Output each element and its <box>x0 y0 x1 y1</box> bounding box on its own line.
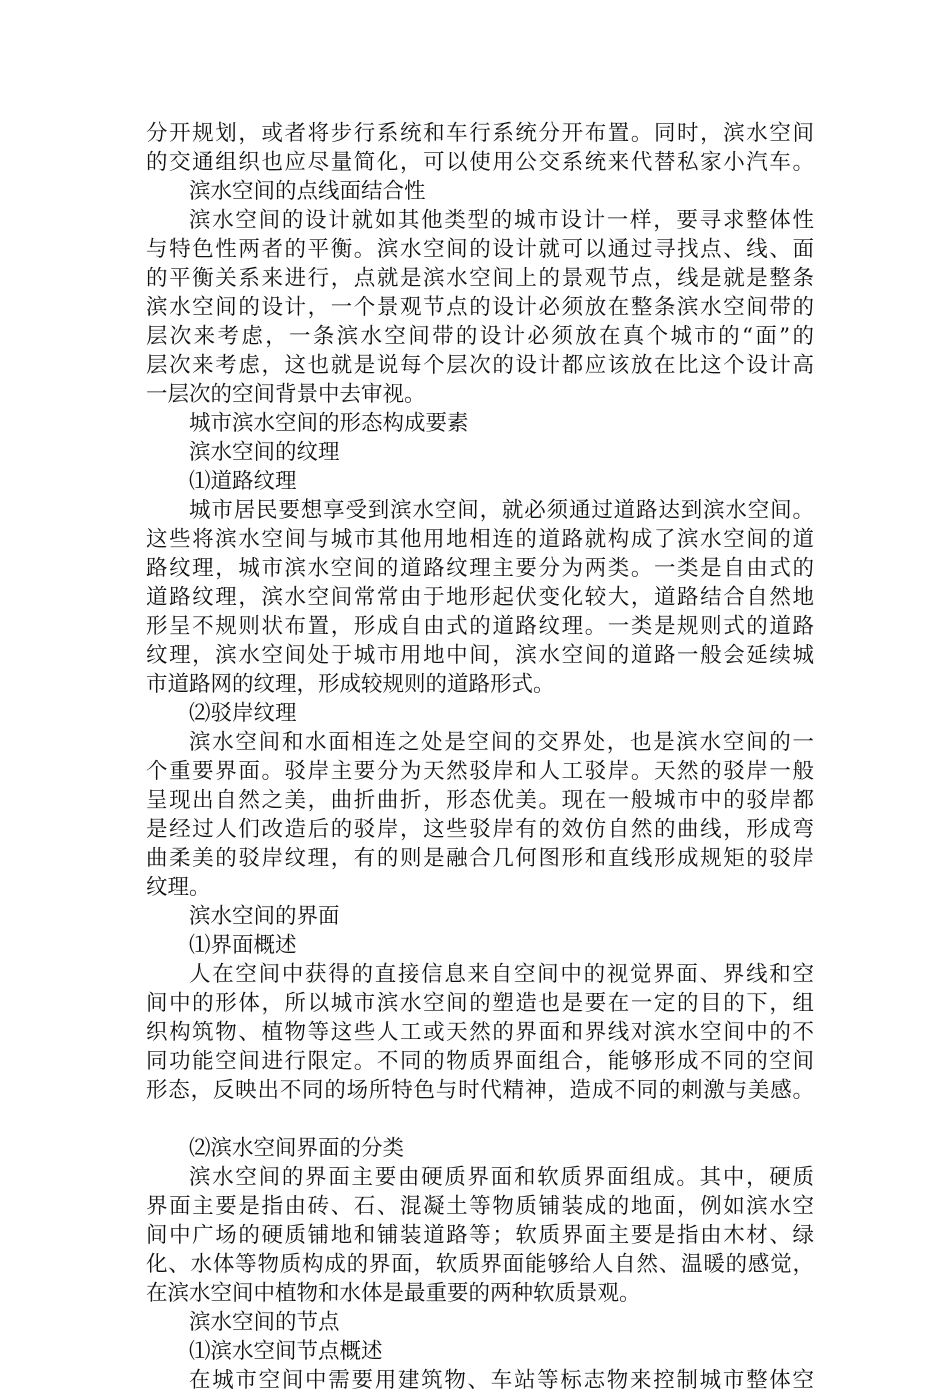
body-line: 分开规划，或者将步行系统和车行系统分开布置。同时，滨水空间 <box>146 121 814 146</box>
paragraph-gap <box>146 1105 814 1134</box>
section-heading: 滨水空间的节点 <box>189 1310 340 1335</box>
body-line: 呈现出自然之美，曲折曲折，形态优美。现在一般城市中的驳岸都 <box>146 788 814 813</box>
body-line: 间中的形体，所以城市滨水空间的塑造也是要在一定的目的下，组 <box>146 991 814 1016</box>
section-heading: 城市滨水空间的形态构成要素 <box>189 411 469 436</box>
section-heading: 滨水空间的界面 <box>189 904 340 929</box>
body-line: 滨水空间和水面相连之处是空间的交界处，也是滨水空间的一 <box>189 730 814 755</box>
subsection-heading: ⑵驳岸纹理 <box>189 701 297 726</box>
subsection-heading: ⑴滨水空间节点概述 <box>189 1339 383 1364</box>
body-line: 形呈不规则状布置，形成自由式的道路纹理。一类是规则式的道路 <box>146 614 814 639</box>
body-line: 层次来考虑，一条滨水空间带的设计必须放在真个城市的“面”的 <box>146 324 814 349</box>
body-line: 滨水空间的设计，一个景观节点的设计必须放在整条滨水空间带的 <box>146 295 814 320</box>
body-line: 织构筑物、植物等这些人工或天然的界面和界线对滨水空间中的不 <box>146 1020 814 1045</box>
body-line: 形态，反映出不同的场所特色与时代精神，造成不同的刺激与美感。 <box>146 1078 814 1103</box>
document-body <box>146 119 814 1395</box>
body-line: 个重要界面。驳岸主要分为天然驳岸和人工驳岸。天然的驳岸一般 <box>146 759 814 784</box>
subsection-heading: ⑵滨水空间界面的分类 <box>189 1136 405 1161</box>
body-line: 滨水空间的界面主要由硬质界面和软质界面组成。其中，硬质 <box>189 1165 814 1190</box>
body-line: 层次来考虑，这也就是说每个层次的设计都应该放在比这个设计高 <box>146 353 814 378</box>
body-line: 同功能空间进行限定。不同的物质界面组合，能够形成不同的空间 <box>146 1049 814 1074</box>
body-line: 在城市空间中需要用建筑物、车站等标志物来控制城市整体空 <box>189 1368 814 1393</box>
body-line: 城市居民要想享受到滨水空间，就必须通过道路达到滨水空间。 <box>189 498 814 523</box>
body-line: 化、水体等物质构成的界面，软质界面能够给人自然、温暖的感觉， <box>146 1252 814 1277</box>
body-line: 是经过人们改造后的驳岸，这些驳岸有的效仿自然的曲线，形成弯 <box>146 817 814 842</box>
body-line: 的平衡关系来进行，点就是滨水空间上的景观节点，线是就是整条 <box>146 266 814 291</box>
section-heading: 滨水空间的纹理 <box>189 440 340 465</box>
body-line: 一层次的空间背景中去审视。 <box>146 382 426 407</box>
body-line: 在滨水空间中植物和水体是最重要的两种软质景观。 <box>146 1281 641 1306</box>
subsection-heading: ⑴界面概述 <box>189 933 297 958</box>
subsection-heading: ⑴道路纹理 <box>189 469 297 494</box>
body-line: 人在空间中获得的直接信息来自空间中的视觉界面、界线和空 <box>189 962 814 987</box>
body-line: 间中广场的硬质铺地和铺装道路等；软质界面主要是指由木材、绿 <box>146 1223 814 1248</box>
body-line: 与特色性两者的平衡。滨水空间的设计就可以通过寻找点、线、面 <box>146 237 814 262</box>
section-heading: 滨水空间的点线面结合性 <box>189 179 426 204</box>
body-line: 道路纹理，滨水空间常常由于地形起伏变化较大，道路结合自然地 <box>146 585 814 610</box>
body-line: 纹理，滨水空间处于城市用地中间，滨水空间的道路一般会延续城 <box>146 643 814 668</box>
body-line: 的交通组织也应尽量简化，可以使用公交系统来代替私家小汽车。 <box>146 150 814 175</box>
body-line: 纹理。 <box>146 875 211 900</box>
body-line: 这些将滨水空间与城市其他用地相连的道路就构成了滨水空间的道 <box>146 527 814 552</box>
body-line: 曲柔美的驳岸纹理，有的则是融合几何图形和直线形成规矩的驳岸 <box>146 846 814 871</box>
body-line: 界面主要是指由砖、石、混凝土等物质铺装成的地面，例如滨水空 <box>146 1194 814 1219</box>
body-line: 路纹理，城市滨水空间的道路纹理主要分为两类。一类是自由式的 <box>146 556 814 581</box>
body-line: 滨水空间的设计就如其他类型的城市设计一样，要寻求整体性 <box>189 208 814 233</box>
body-line: 市道路网的纹理，形成较规则的道路形式。 <box>146 672 555 697</box>
